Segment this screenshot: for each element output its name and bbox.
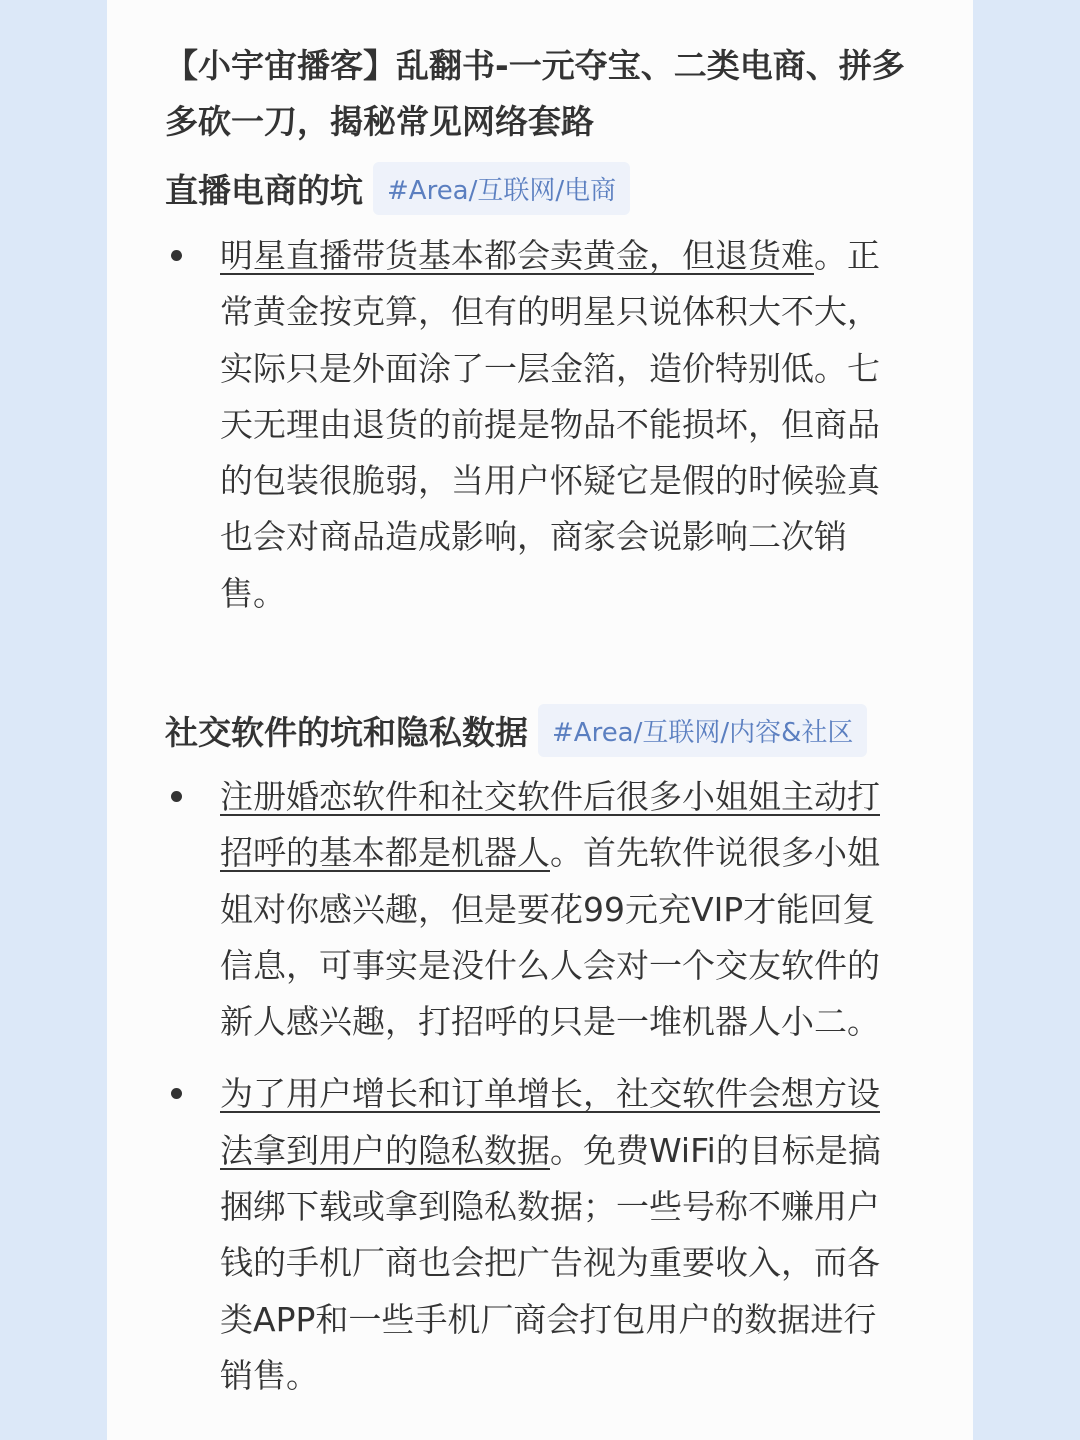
bullet-icon	[171, 1088, 182, 1099]
underlined-highlight: 明星直播带货基本都会卖黄金，但退货难	[220, 236, 814, 275]
page-title: 【小宇宙播客】乱翻书-一元夺宝、二类电商、拼多多砍一刀，揭秘常见网络套路	[165, 46, 905, 141]
item-text: 。免费WiFi的目标是搞捆绑下载或拿到隐私数据；一些号称不赚用户钱的手机厂商也会把广告视为重要收入，而各类APP和一些手机厂商会打包用户的数据进行销售。	[220, 1130, 881, 1395]
bullet-list	[107, 769, 902, 1404]
item-text: 。正常黄金按克算，但有的明星只说体积大不大，实际只是外面涂了一层金箔，造价特别低。七天无理由退货的前提是物品不能损坏，但商品的包装很脆弱，当用户怀疑它是假的时候验真也会对商品造成影响，商家会说影响二次销售。	[220, 236, 880, 613]
underlined-highlight: 注册婚恋软件和社交软件后很多小姐姐主动打招呼的基本都是机器人	[220, 777, 880, 873]
section-heading-livestream	[165, 160, 630, 216]
bullet-icon	[171, 791, 182, 802]
section-title: 直播电商的坑	[165, 170, 363, 210]
list-item	[107, 769, 902, 1050]
topic-tag-link[interactable]: #Area/互联网/内容&社区	[538, 704, 867, 757]
bullet-icon	[171, 250, 182, 261]
list-item	[107, 228, 902, 622]
section-title: 社交软件的坑和隐私数据	[165, 712, 528, 752]
topic-tag-link[interactable]: #Area/互联网/电商	[373, 162, 630, 215]
item-text: 。首先软件说很多小姐姐对你感兴趣，但是要花99元充VIP才能回复信息，可事实是没什么人会对一个交友软件的新人感兴趣，打招呼的只是一堆机器人小二。	[220, 833, 880, 1042]
note-page	[107, 0, 973, 1440]
underlined-highlight: 为了用户增长和订单增长，社交软件会想方设法拿到用户的隐私数据	[220, 1074, 880, 1170]
section-heading-social	[165, 702, 867, 758]
list-item	[107, 1066, 902, 1404]
bullet-list	[107, 228, 902, 622]
